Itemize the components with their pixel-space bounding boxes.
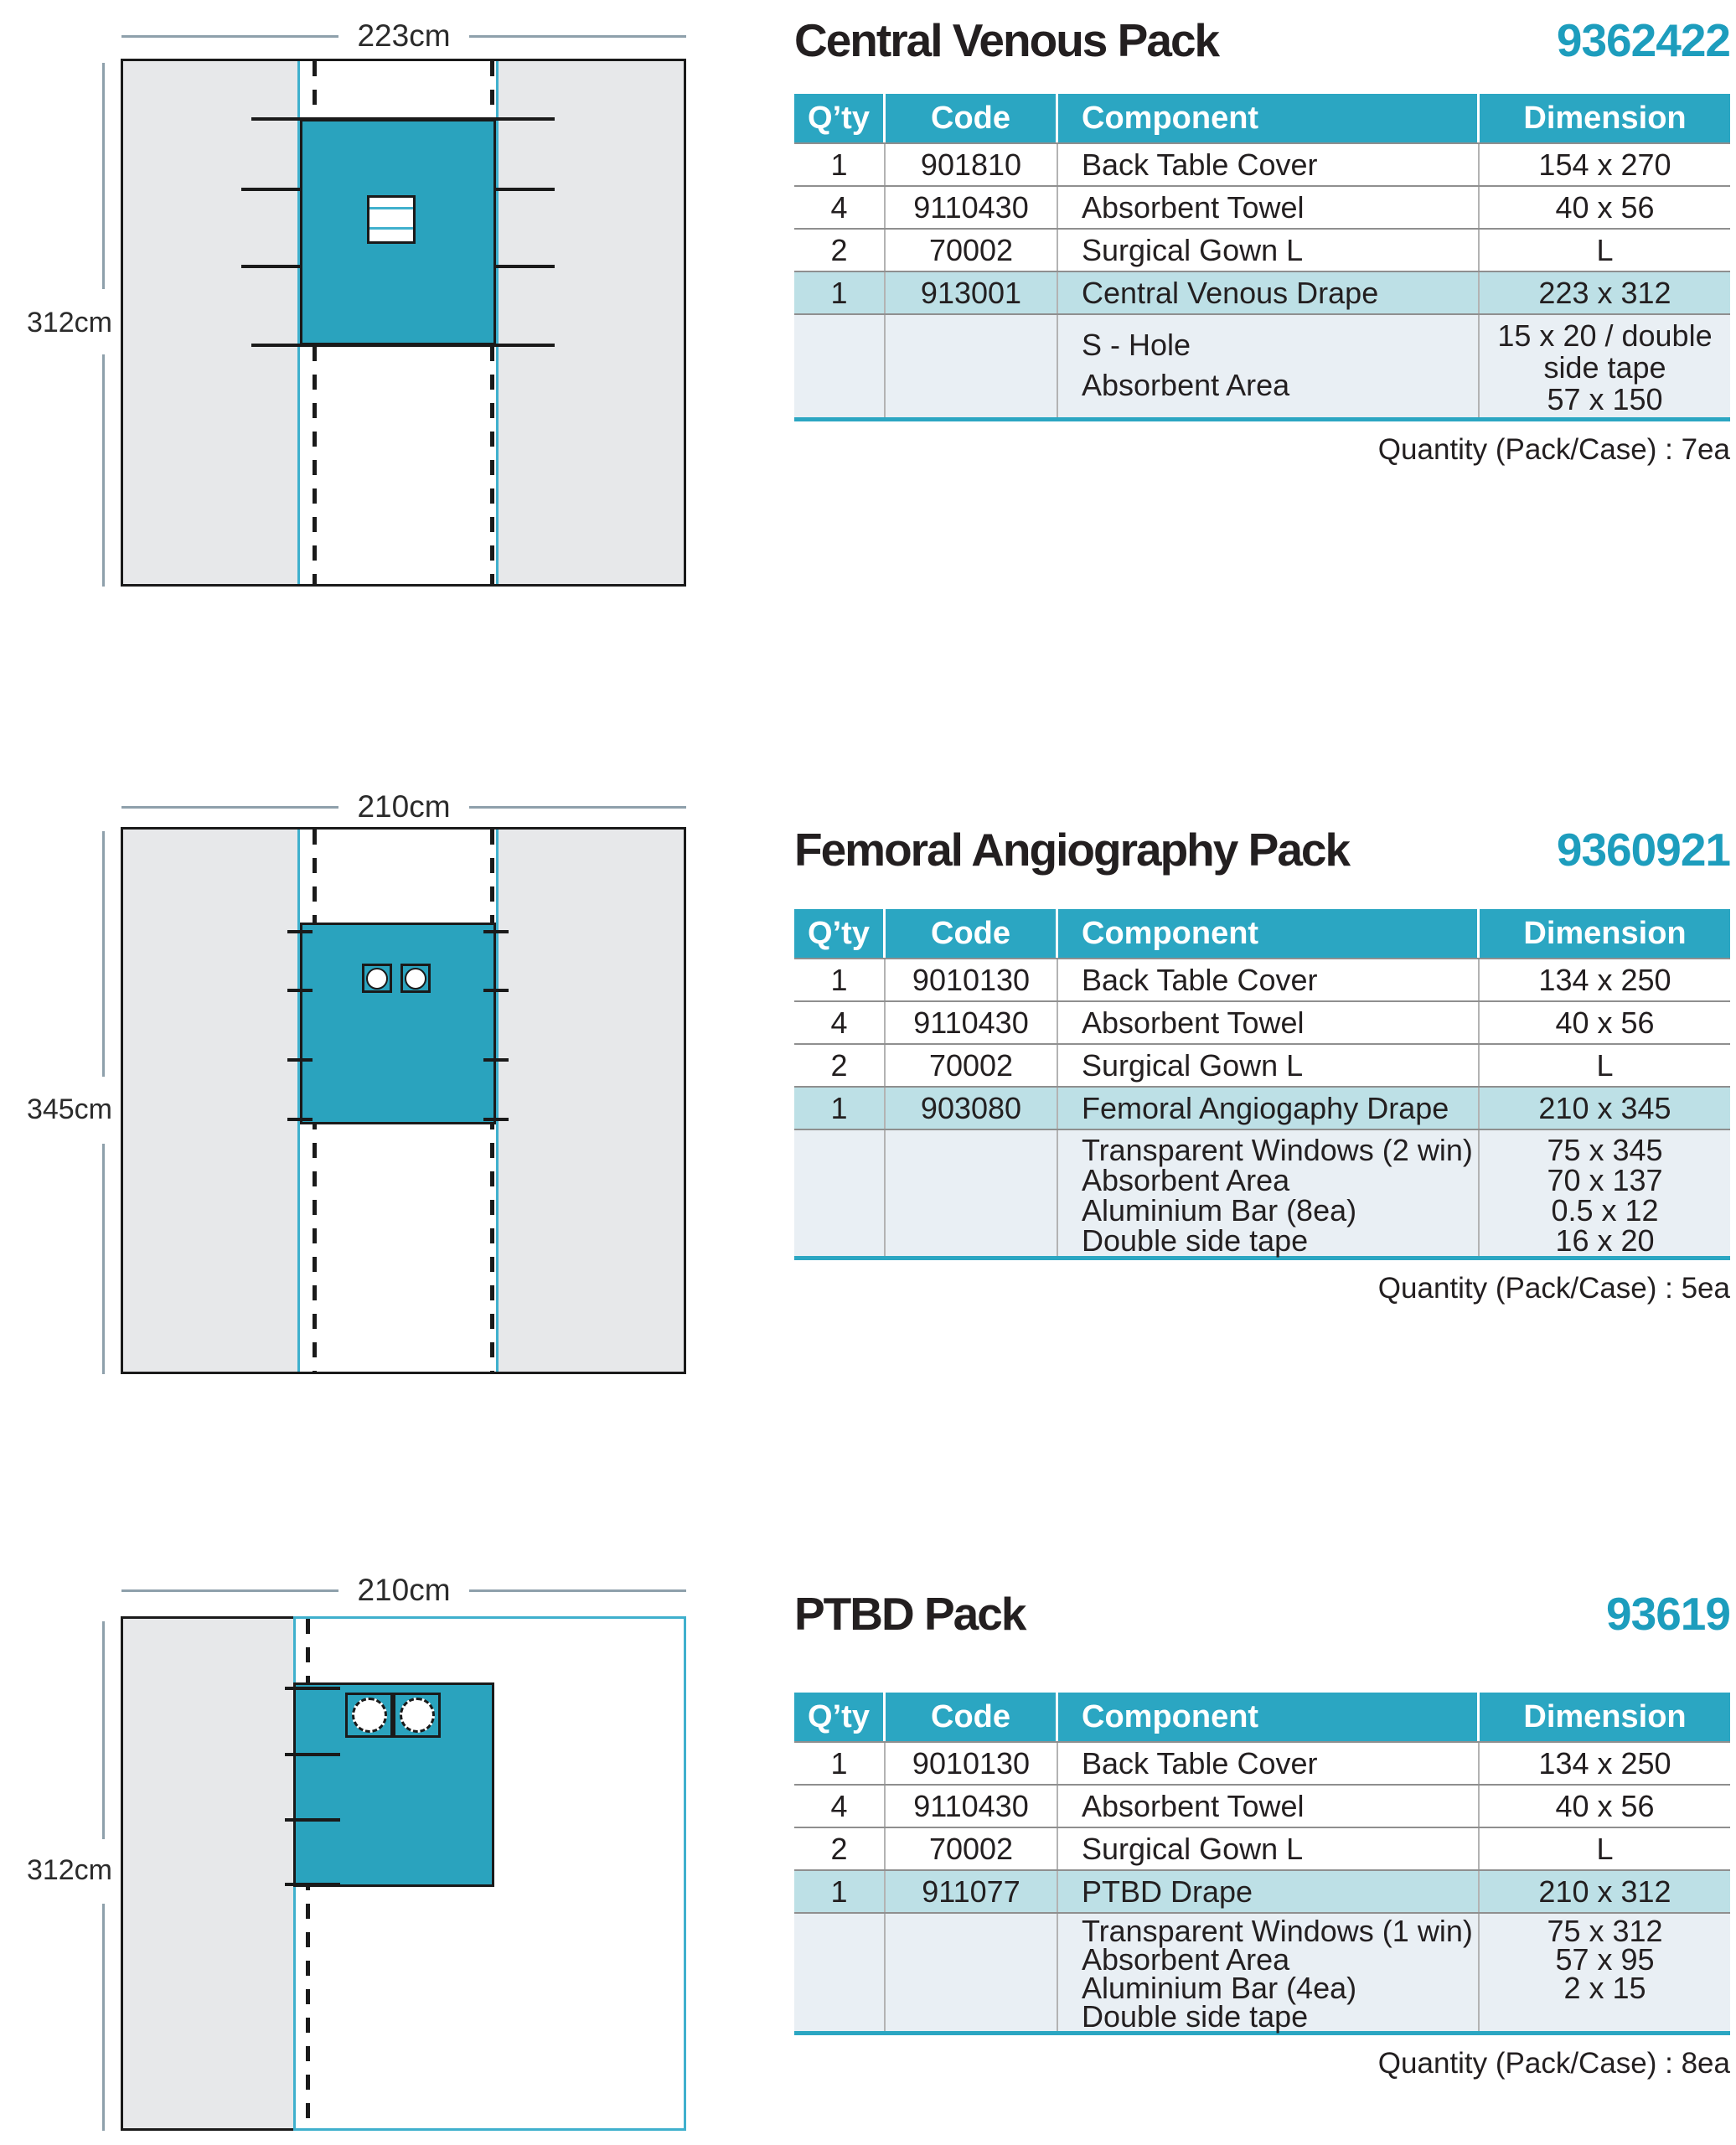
- aluminium-bar-tick: [287, 989, 313, 992]
- cell-qty: 1: [794, 959, 886, 1000]
- table-header-row: [794, 94, 1730, 142]
- cell-code: 9110430: [886, 1786, 1058, 1827]
- cell-code: 70002: [886, 230, 1058, 271]
- cell-qty: 4: [794, 187, 886, 228]
- header-dimension: Dimension: [1523, 100, 1687, 136]
- product-title-row: [794, 1587, 1730, 1641]
- detail-line: 0.5 x 12: [1551, 1193, 1659, 1228]
- cell-component: Central Venous Drape: [1058, 272, 1480, 313]
- table-header-row: [794, 1693, 1730, 1741]
- cell-qty: 4: [794, 1002, 886, 1043]
- cell-component: Back Table Cover: [1058, 144, 1480, 185]
- detail-line: Double side tape: [1082, 1999, 1309, 2034]
- table-row: [794, 185, 1730, 228]
- height-dimension-label: 345cm: [26, 1093, 112, 1125]
- table-row-highlighted: [794, 1869, 1730, 1912]
- cell-dimension: 40 x 56: [1555, 1005, 1655, 1040]
- cell-code: 903080: [886, 1088, 1058, 1129]
- cell-qty: 2: [794, 1828, 886, 1869]
- header-code: Code: [886, 1693, 1058, 1741]
- header-component: Component: [1058, 94, 1480, 142]
- cell-component: Absorbent Towel: [1058, 1002, 1480, 1043]
- detail-line: Transparent Windows (1 win): [1082, 1914, 1473, 1948]
- s-hole-tape: [369, 207, 413, 230]
- drape-detail-row: [794, 1912, 1730, 2034]
- pack-quantity-note: Quantity (Pack/Case) : 8ea: [1377, 2047, 1730, 2080]
- pack-quantity-note: Quantity (Pack/Case) : 5ea: [1377, 1272, 1730, 1305]
- cell-empty: [886, 1130, 1058, 1256]
- header-component: Component: [1058, 1693, 1480, 1741]
- detail-line: Absorbent Area: [1082, 368, 1290, 402]
- header-component: Component: [1058, 909, 1480, 958]
- cell-qty: 4: [794, 1786, 886, 1827]
- detail-line: Double side tape: [1082, 1223, 1309, 1258]
- detail-line: S - Hole: [1082, 328, 1191, 362]
- dimension-line: [102, 354, 105, 587]
- s-hole: [367, 195, 416, 244]
- central-venous-pack-panel: [794, 13, 1730, 467]
- product-code: 9360921: [1556, 824, 1730, 876]
- cell-code: 70002: [886, 1828, 1058, 1869]
- table-row: [794, 1043, 1730, 1086]
- access-hole: [405, 968, 426, 990]
- access-hole: [366, 968, 388, 990]
- aluminium-bar-tick: [483, 1118, 509, 1121]
- detail-line: Transparent Windows (2 win): [1082, 1133, 1473, 1167]
- cell-qty: 2: [794, 1045, 886, 1086]
- header-dimension: Dimension: [1523, 915, 1687, 951]
- detail-line: Absorbent Area: [1082, 1163, 1290, 1197]
- cell-qty: 1: [794, 144, 886, 185]
- detail-line: 16 x 20: [1555, 1223, 1655, 1258]
- access-window: [345, 1693, 393, 1738]
- pack-quantity-note: Quantity (Pack/Case) : 7ea: [1377, 433, 1730, 466]
- access-window: [393, 1693, 441, 1738]
- detail-line: 75 x 345: [1547, 1133, 1663, 1167]
- aluminium-bar-tick: [483, 989, 509, 992]
- cell-dimension: L: [1596, 232, 1614, 267]
- header-dimension: Dimension: [1523, 1698, 1687, 1734]
- drape-detail-row: [794, 313, 1730, 417]
- product-title-row: [794, 823, 1730, 876]
- header-qty: Q’ty: [794, 1693, 886, 1741]
- table-row: [794, 1000, 1730, 1043]
- table-row: [794, 958, 1730, 1000]
- detail-components: [1058, 1914, 1480, 2034]
- ptbd-drape-diagram: [121, 1616, 686, 2131]
- access-hole: [352, 1698, 387, 1733]
- cell-empty: [794, 315, 886, 417]
- cell-dimension: 210 x 345: [1538, 1090, 1671, 1125]
- detail-line: 2 x 15: [1563, 1971, 1646, 2005]
- drape-detail-row: [794, 1129, 1730, 1256]
- cell-code: 9010130: [886, 959, 1058, 1000]
- fixation-tick: [241, 188, 300, 191]
- detail-line: Aluminium Bar (8ea): [1082, 1193, 1357, 1228]
- cell-component: Absorbent Towel: [1058, 187, 1480, 228]
- cell-dimension: 154 x 270: [1538, 147, 1671, 182]
- product-title: PTBD Pack: [794, 1588, 1026, 1640]
- dimension-line: [469, 806, 686, 809]
- aluminium-bar-tick: [287, 1058, 313, 1062]
- detail-line: Aluminium Bar (4ea): [1082, 1971, 1357, 2005]
- width-dimension-label: 210cm: [357, 789, 451, 824]
- cell-dimension: 40 x 56: [1555, 189, 1655, 225]
- aluminium-bar-tick: [285, 1883, 340, 1886]
- width-dimension-label: 223cm: [357, 18, 451, 53]
- detail-line: 75 x 312: [1547, 1914, 1663, 1948]
- cell-component: Surgical Gown L: [1058, 230, 1480, 271]
- aluminium-bar-tick: [287, 930, 313, 933]
- cell-qty: 1: [794, 1088, 886, 1129]
- header-code: Code: [886, 94, 1058, 142]
- detail-dimensions: [1480, 315, 1730, 417]
- cell-component: Back Table Cover: [1058, 959, 1480, 1000]
- product-title: Central Venous Pack: [794, 14, 1219, 66]
- fixation-tick: [251, 344, 555, 347]
- detail-components: [1058, 315, 1480, 417]
- detail-line: Absorbent Area: [1082, 1942, 1290, 1977]
- header-code: Code: [886, 909, 1058, 958]
- fixation-tick: [241, 265, 300, 268]
- cell-component: Back Table Cover: [1058, 1743, 1480, 1784]
- cell-empty: [886, 315, 1058, 417]
- cell-qty: 1: [794, 1743, 886, 1784]
- header-qty: Q’ty: [794, 94, 886, 142]
- dimension-line: [121, 1589, 338, 1592]
- detail-line: side tape: [1543, 350, 1666, 385]
- product-title-row: [794, 13, 1730, 67]
- access-window: [362, 964, 392, 993]
- table-row: [794, 1741, 1730, 1784]
- table-row: [794, 228, 1730, 271]
- dimension-line: [469, 35, 686, 38]
- product-title: Femoral Angiography Pack: [794, 824, 1350, 876]
- detail-components: [1058, 1130, 1480, 1256]
- dimension-line: [121, 806, 338, 809]
- cell-qty: 2: [794, 230, 886, 271]
- fixation-tick: [251, 117, 555, 121]
- cell-component: PTBD Drape: [1058, 1871, 1480, 1912]
- cell-code: 9010130: [886, 1743, 1058, 1784]
- height-dimension-label: 312cm: [26, 1854, 112, 1886]
- access-hole: [400, 1698, 435, 1733]
- detail-dimensions: [1480, 1914, 1730, 2031]
- cell-component: Femoral Angiogaphy Drape: [1058, 1088, 1480, 1129]
- femoral-angiography-drape-diagram: [121, 827, 686, 1374]
- cell-empty: [794, 1130, 886, 1256]
- dimension-line: [102, 1144, 105, 1374]
- spec-table: [794, 909, 1730, 1260]
- spec-table: [794, 94, 1730, 421]
- header-qty: Q’ty: [794, 909, 886, 958]
- cell-component: Surgical Gown L: [1058, 1828, 1480, 1869]
- height-dimension-label: 312cm: [26, 307, 112, 339]
- aluminium-bar-tick: [285, 1687, 340, 1690]
- cell-dimension: 223 x 312: [1538, 275, 1671, 310]
- central-venous-drape-diagram: [121, 59, 686, 587]
- femoral-angiography-pack-panel: [794, 823, 1730, 1305]
- aluminium-bar-tick: [285, 1818, 340, 1822]
- cell-dimension: L: [1596, 1831, 1614, 1866]
- table-row: [794, 1827, 1730, 1869]
- table-row-highlighted: [794, 271, 1730, 313]
- cell-dimension: 134 x 250: [1538, 962, 1671, 997]
- table-row-highlighted: [794, 1086, 1730, 1129]
- cell-dimension: 40 x 56: [1555, 1788, 1655, 1823]
- access-window: [400, 964, 431, 993]
- absorbent-area: [300, 923, 496, 1124]
- dimension-line: [102, 831, 105, 1077]
- cell-component: Absorbent Towel: [1058, 1786, 1480, 1827]
- cell-dimension: L: [1596, 1047, 1614, 1083]
- ptbd-pack-panel: [794, 1587, 1730, 2080]
- cell-code: 9110430: [886, 187, 1058, 228]
- cell-component: Surgical Gown L: [1058, 1045, 1480, 1086]
- aluminium-bar-tick: [483, 930, 509, 933]
- cell-code: 913001: [886, 272, 1058, 313]
- aluminium-bar-tick: [483, 1058, 509, 1062]
- product-code: 93619: [1606, 1588, 1730, 1640]
- aluminium-bar-tick: [287, 1118, 313, 1121]
- cell-dimension: 210 x 312: [1538, 1874, 1671, 1909]
- detail-line: 57 x 95: [1555, 1942, 1655, 1977]
- cell-empty: [794, 1914, 886, 2031]
- cell-dimension: 134 x 250: [1538, 1745, 1671, 1781]
- aluminium-bar-tick: [285, 1753, 340, 1756]
- dimension-line: [102, 1904, 105, 2131]
- width-dimension: [121, 18, 686, 54]
- width-dimension-label: 210cm: [357, 1573, 451, 1607]
- cell-empty: [886, 1914, 1058, 2031]
- cell-code: 901810: [886, 144, 1058, 185]
- dimension-line: [102, 1621, 105, 1839]
- table-header-row: [794, 909, 1730, 958]
- detail-dimensions: [1480, 1130, 1730, 1256]
- dimension-line: [469, 1589, 686, 1592]
- table-row: [794, 142, 1730, 185]
- width-dimension: [121, 788, 686, 825]
- fixation-tick: [496, 188, 555, 191]
- detail-line: 15 x 20 / double: [1497, 318, 1713, 353]
- cell-qty: 1: [794, 1871, 886, 1912]
- dimension-line: [102, 63, 105, 289]
- table-row: [794, 1784, 1730, 1827]
- dimension-line: [121, 35, 338, 38]
- width-dimension: [121, 1572, 686, 1609]
- cell-code: 911077: [886, 1871, 1058, 1912]
- detail-line: 57 x 150: [1547, 382, 1663, 416]
- cell-qty: 1: [794, 272, 886, 313]
- detail-line: 70 x 137: [1547, 1163, 1663, 1197]
- cell-code: 70002: [886, 1045, 1058, 1086]
- product-code: 9362422: [1556, 14, 1730, 66]
- spec-table: [794, 1693, 1730, 2035]
- cell-code: 9110430: [886, 1002, 1058, 1043]
- fixation-tick: [496, 265, 555, 268]
